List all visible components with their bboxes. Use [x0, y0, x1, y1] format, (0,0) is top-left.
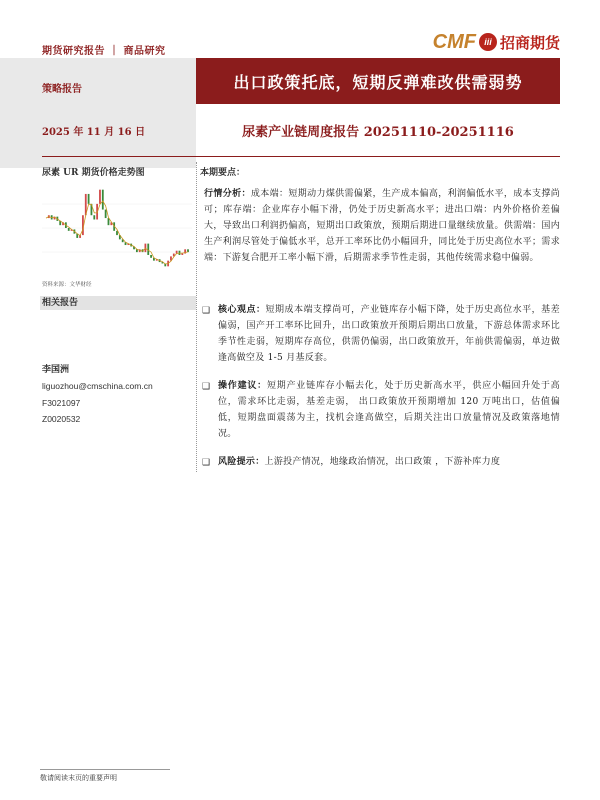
logo-cmf-text: CMF — [432, 30, 476, 53]
paragraph-label: 行情分析： — [204, 189, 251, 199]
company-logo — [433, 30, 560, 54]
chart-candle — [68, 228, 70, 231]
author-license-1: F3021097 — [42, 398, 81, 408]
footer-divider — [40, 769, 170, 770]
left-info-panel — [0, 58, 196, 168]
author-name: 李国洲 — [42, 365, 70, 375]
title-divider — [42, 156, 560, 157]
price-chart-svg — [42, 180, 192, 276]
column-divider — [196, 162, 198, 472]
paragraph-label: 操作建议： — [218, 381, 267, 391]
paragraph-text: 短期产业链库存小幅去化，处于历史新高水平，供应小幅回升处于高位，需求环比走弱，基差走弱， 出口政策放开预期增加 120 万吨出口，估值偏低，短期盘面震荡为主，找机会逢高做空，后期关注出口放量情况及政策落地情况。 — [218, 381, 560, 439]
key-points-title: 本期要点： — [200, 168, 246, 178]
report-subtitle: 尿素产业链周度报告 20251110-20251116 — [242, 124, 514, 140]
report-title: 出口政策托底，短期反弹难改供需弱势 — [196, 58, 560, 104]
chart-candle — [88, 194, 90, 204]
paragraph-risk-warning — [218, 454, 560, 470]
paragraph-label: 风险提示： — [218, 457, 265, 467]
author-license-2: Z0020532 — [42, 414, 81, 424]
report-type: 策略报告 — [42, 84, 82, 95]
chart-candle — [93, 215, 95, 219]
paragraph-label: 核心观点： — [218, 305, 266, 315]
related-reports-label: 相关报告 — [40, 296, 196, 310]
paragraph-core-view — [218, 302, 560, 366]
report-category: 期货研究报告 ｜ 商品研究 — [42, 46, 166, 57]
paragraph-text: 成本端：短期动力煤供需偏紧，生产成本偏高，利润偏低水平，成本支撑尚可；库存端：企业库存小幅下滑，仍处于历史新高水平；进出口端：内外价格价差偏大，导致出口利润扔偏高，短期出口政策放，预期后期进口量继续放量。供需端：国内生产利润尽管处于偏低水平，总开工率环比仍小幅回升，同比处于历史高位水平；需求端：下游复合肥开工率小幅下滑，后期需求季节性走弱，其他传统需求稳中偏弱。 — [204, 189, 560, 263]
chart-candle — [181, 254, 183, 255]
checkbox-bullet-icon: ❑ — [202, 306, 211, 316]
logo-company-name: 招商期货 — [499, 33, 560, 52]
chart-title: 尿素 UR 期货价格走势图 — [42, 168, 145, 178]
paragraph-text: 上游投产情况，地缘政治情况，出口政策 ，下游补库力度 — [264, 457, 501, 467]
chart-candle — [105, 210, 107, 219]
checkbox-bullet-icon: ❑ — [202, 382, 211, 392]
chart-candle — [150, 255, 152, 258]
logo-mark-icon: iii — [479, 33, 497, 51]
paragraph-text: 短期成本端支撑尚可，产业链库存小幅下降，处于历史高位水平，基差偏弱，国产开工率环比回升，出口政策放开预期后期出口放量，下游总体需求环比季节性走弱，短期库存高位，供需仍偏弱，出口政策放开，年前供需偏弱，单边做逢高做空及 1-5 月基反套。 — [218, 305, 560, 363]
paragraph-market-analysis — [204, 186, 560, 266]
paragraph-operation-advice — [218, 378, 560, 442]
report-date: 2025 年 11 月 16 日 — [42, 127, 146, 138]
footer-disclaimer: 敬请阅读末页的重要声明 — [40, 774, 117, 782]
chart-candle — [147, 244, 149, 255]
price-chart — [42, 180, 192, 276]
checkbox-bullet-icon: ❑ — [202, 458, 211, 468]
chart-candle — [99, 190, 101, 204]
chart-candle — [102, 190, 104, 210]
chart-source: 资料来源：文华财经 — [42, 282, 92, 288]
author-email[interactable]: liguozhou@cmschina.com.cn — [42, 381, 153, 391]
